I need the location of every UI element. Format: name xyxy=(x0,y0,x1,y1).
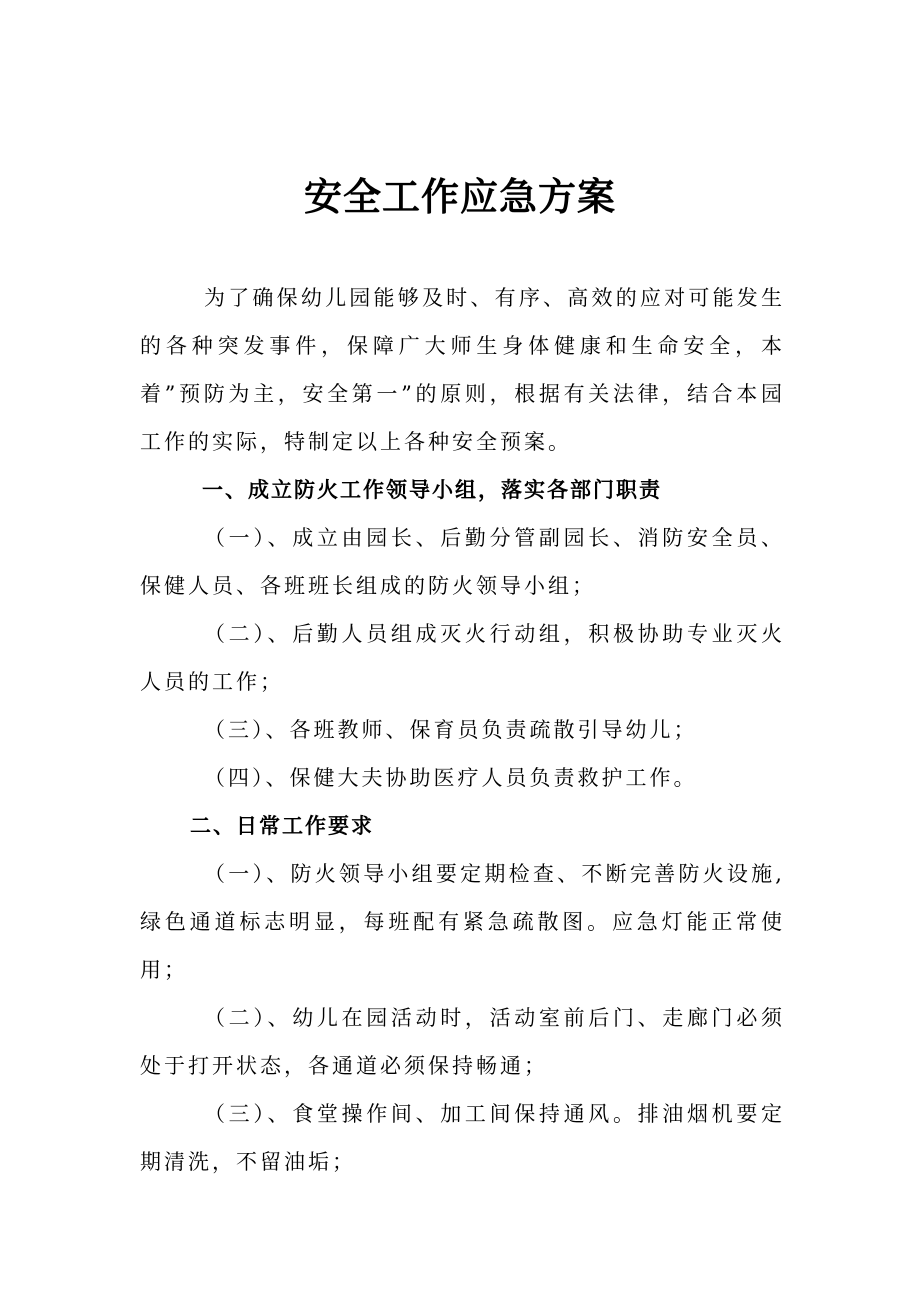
section-1-item-1: （一）、成立由园长、后勤分管副园长、消防安全员、保健人员、各班班长组成的防火领导小组； xyxy=(140,526,785,598)
section-2-item-3: （三）、食堂操作间、加工间保持通风。排油烟机要定期清洗，不留油垢； xyxy=(140,1102,785,1174)
section-2-heading: 二、日常工作要求 xyxy=(190,813,374,838)
section-2-item-1: （一）、防火领导小组要定期检查、不断完善防火设施,绿色通道标志明显，每班配有紧急疏散图。应急灯能正常使用； xyxy=(140,862,785,982)
document-title: 安全工作应急方案 xyxy=(303,175,616,220)
section-1-item-3: （三）、各班教师、保育员负责疏散引导幼儿； xyxy=(204,718,698,742)
section-1-item-2: （二）、后勤人员组成灭火行动组，积极协助专业灭火人员的工作； xyxy=(140,622,785,694)
document-body xyxy=(140,274,785,1186)
section-1-heading: 一、成立防火工作领导小组，落实各部门职责 xyxy=(202,477,662,502)
section-2-item-2: （二）、幼儿在园活动时，活动室前后门、走廊门必须处于打开状态，各通道必须保持畅通； xyxy=(140,1006,785,1078)
section-1-item-4: （四）、保健大夫协助医疗人员负责救护工作。 xyxy=(204,766,698,790)
intro-paragraph: 为了确保幼儿园能够及时、有序、高效的应对可能发生的各种突发事件，保障广大师生身体健康和生命安全，本着”预防为主，安全第一”的原则，根据有关法律，结合本园工作的实际，特制定以上各种安全预案。 xyxy=(140,286,785,454)
